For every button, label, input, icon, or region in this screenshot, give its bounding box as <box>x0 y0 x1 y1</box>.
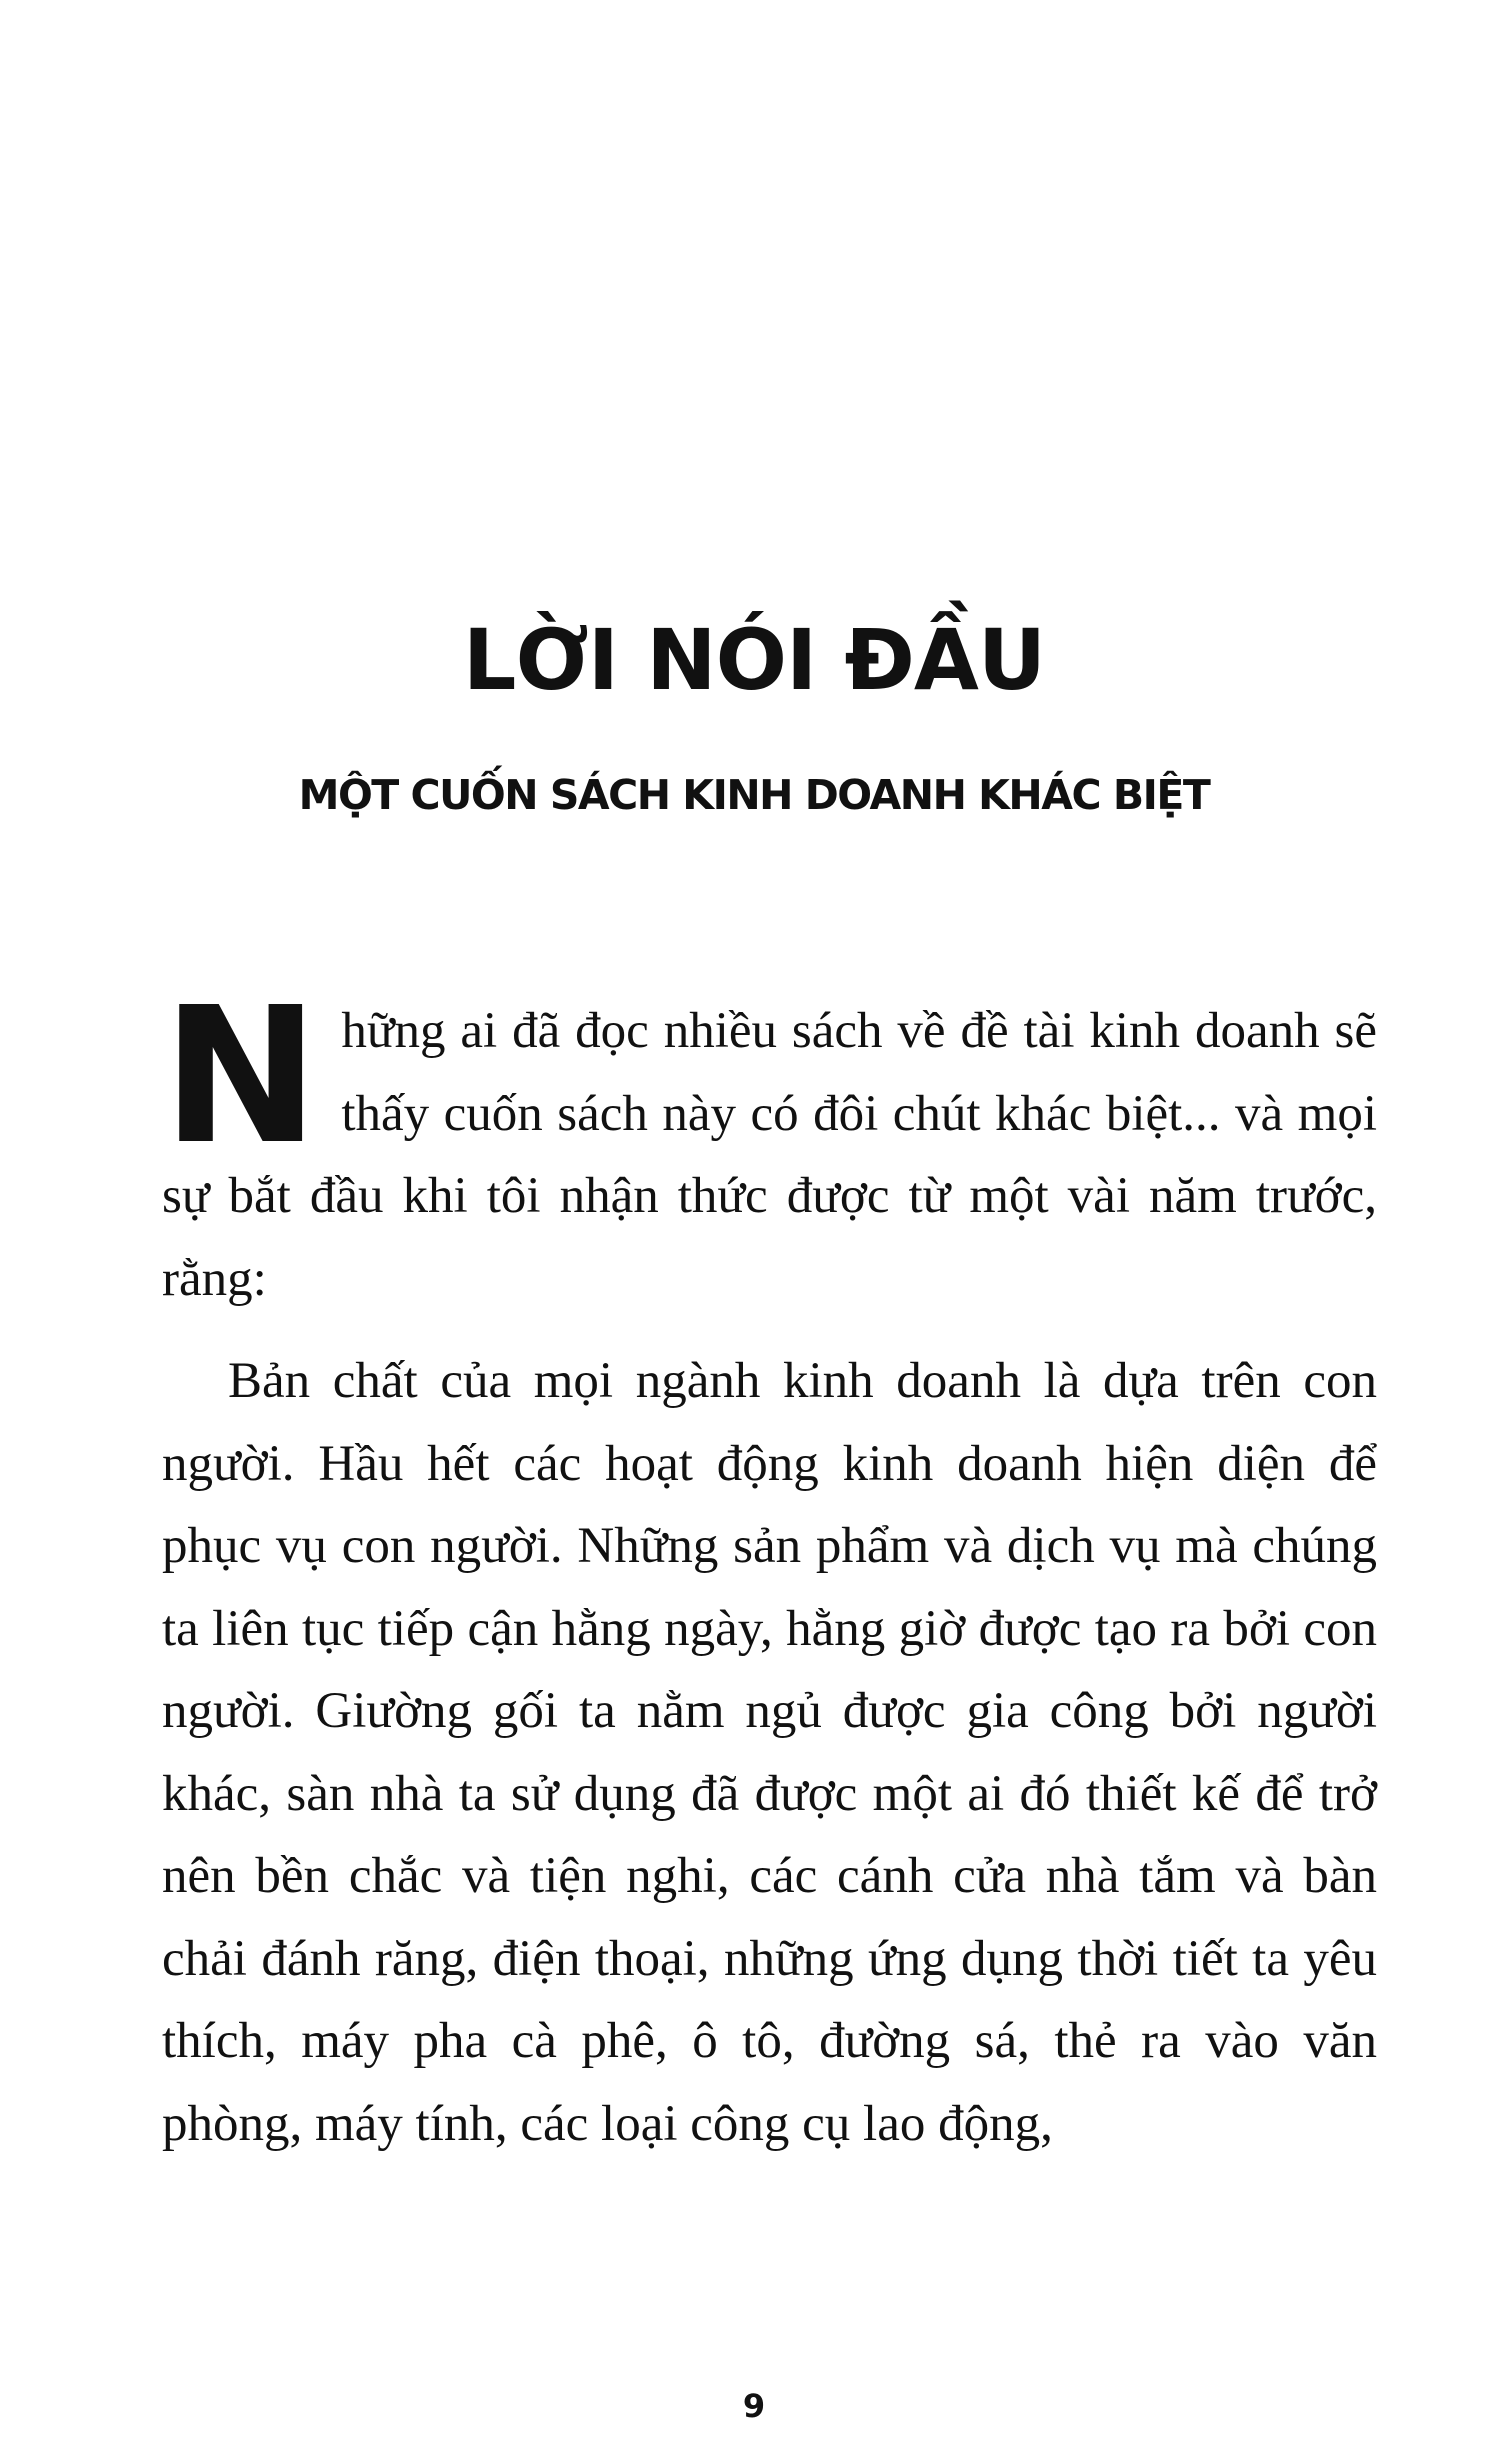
drop-cap: N <box>162 967 316 1186</box>
chapter-subtitle: MỘT CUỐN SÁCH KINH DOANH KHÁC BIỆT <box>298 771 1210 819</box>
chapter-title: LỜI NÓI ĐẦU <box>462 611 1046 709</box>
body-text <box>162 967 1377 2165</box>
paragraph-1-text: hững ai đã đọc nhiều sách về đề tài kinh doanh sẽ thấy cuốn sách này có đôi chút khác biệt... và mọi sự bắt đầu khi tôi nhận thức được từ một vài năm trước, rằng: <box>162 1003 1377 1307</box>
paragraph-2: Bản chất của mọi ngành kinh doanh là dựa trên con người. Hầu hết các hoạt động kinh doanh hiện diện để phục vụ con người. Những sản phẩm và dịch vụ mà chúng ta liên tục tiếp cận hằng ngày, hằng giờ được tạo ra bởi con người. Giường gối ta nằm ngủ được gia công bởi người khác, sàn nhà ta sử dụng đã được một ai đó thiết kế để trở nên bền chắc và tiện nghi, các cánh cửa nhà tắm và bàn chải đánh răng, điện thoại, những ứng dụng thời tiết ta yêu thích, máy pha cà phê, ô tô, đường sá, thẻ ra vào văn phòng, máy tính, các loại công cụ lao động, <box>162 1353 1377 2152</box>
page-number: 9 <box>742 2387 766 2425</box>
paragraph-1 <box>162 967 1377 1320</box>
